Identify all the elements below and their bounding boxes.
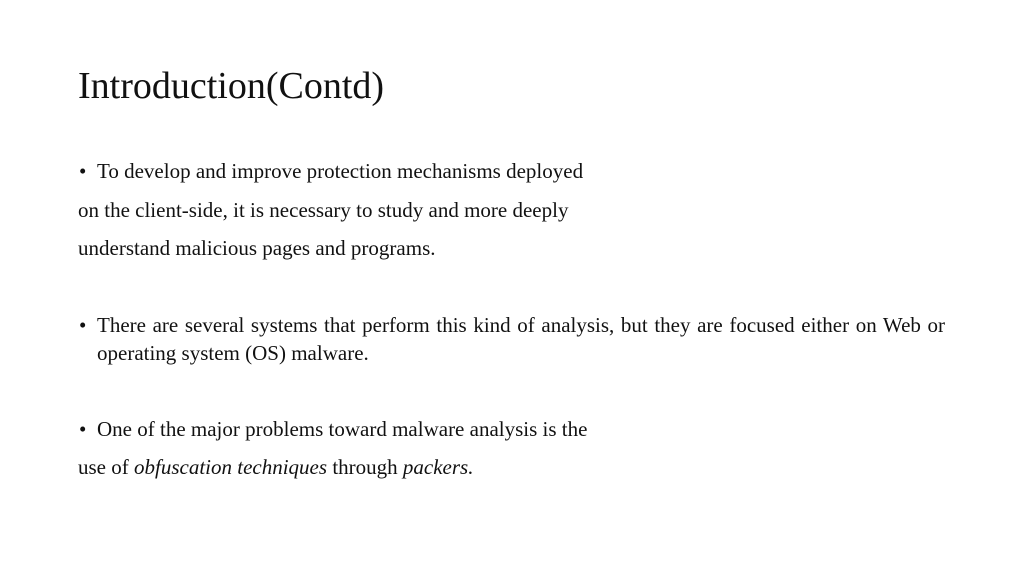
bullet-marker: • (79, 417, 87, 441)
bullet2-text: There are several systems that perform this kind of analysis, but they are focused either on Web or operating system (OS) malware. (97, 313, 945, 365)
bullet3-line1: One of the major problems toward malware analysis is the (97, 417, 588, 441)
bullet3-line2-prefix: use of (78, 455, 134, 479)
bullet1-line1: To develop and improve protection mechanisms deployed (97, 159, 584, 183)
bullet-marker: • (79, 313, 87, 337)
bullet1-line3: understand malicious pages and programs. (78, 236, 436, 260)
bullet3-line2 (78, 453, 473, 481)
slide-title: Introduction(Contd) (78, 65, 385, 107)
bullet3-line2-middle: through (327, 455, 403, 479)
bullet1-line2: on the client-side, it is necessary to study and more deeply (78, 198, 569, 222)
bullet-marker: • (79, 159, 87, 183)
bullet3-italic-packers: packers. (402, 455, 474, 479)
bullet3-italic-obfuscation: obfuscation techniques (134, 455, 328, 479)
